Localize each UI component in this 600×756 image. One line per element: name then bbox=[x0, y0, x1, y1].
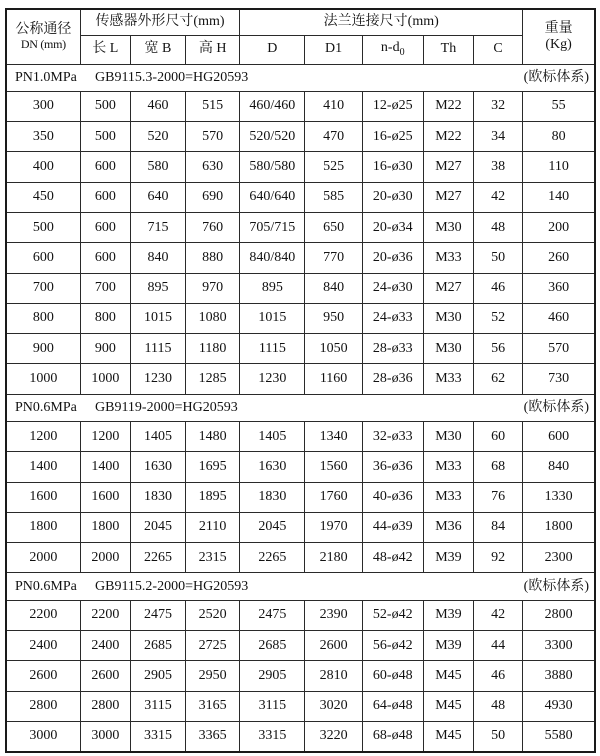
cell-width-b: 715 bbox=[130, 212, 185, 242]
table-row-dn-2400 bbox=[6, 631, 595, 661]
cell-d: 1115 bbox=[240, 334, 305, 364]
nd0-main: n-d bbox=[380, 40, 400, 56]
table-row-dn-500 bbox=[6, 212, 595, 242]
section-cell bbox=[6, 573, 595, 600]
cell-weight: 840 bbox=[523, 452, 595, 482]
weight-label-line1: 重量 bbox=[544, 20, 573, 36]
cell-width-b: 1115 bbox=[130, 334, 185, 364]
cell-n-d0: 20-ø30 bbox=[362, 182, 423, 212]
cell-length-l: 500 bbox=[80, 122, 130, 152]
cell-n-d0: 20-ø36 bbox=[362, 243, 423, 273]
cell-length-l: 2000 bbox=[80, 543, 130, 573]
cell-weight: 4930 bbox=[523, 691, 595, 721]
table-row-dn-350 bbox=[6, 122, 595, 152]
table-row-dn-2000 bbox=[6, 543, 595, 573]
cell-c: 42 bbox=[474, 182, 523, 212]
cell-d1: 1340 bbox=[305, 422, 362, 452]
cell-d: 520/520 bbox=[240, 122, 305, 152]
cell-d1: 1160 bbox=[305, 364, 362, 394]
col-header-height-h: 高 H bbox=[186, 35, 240, 64]
cell-th: M27 bbox=[423, 182, 473, 212]
cell-weight: 5580 bbox=[523, 721, 595, 752]
cell-th: M45 bbox=[423, 661, 473, 691]
col-header-d1: D1 bbox=[305, 35, 362, 64]
dn-label-line2: DN (mm) bbox=[20, 36, 66, 51]
cell-d1: 3220 bbox=[305, 721, 362, 752]
cell-width-b: 2265 bbox=[130, 543, 185, 573]
table-header bbox=[6, 9, 595, 64]
cell-n-d0: 24-ø33 bbox=[362, 303, 423, 333]
cell-dn: 700 bbox=[6, 273, 80, 303]
cell-d: 3315 bbox=[240, 721, 305, 752]
cell-dn: 800 bbox=[6, 303, 80, 333]
cell-c: 46 bbox=[474, 661, 523, 691]
cell-height-h: 2950 bbox=[186, 661, 240, 691]
cell-d: 1405 bbox=[240, 422, 305, 452]
cell-dn: 350 bbox=[6, 122, 80, 152]
cell-height-h: 880 bbox=[186, 243, 240, 273]
cell-c: 56 bbox=[474, 334, 523, 364]
table-row-dn-2600 bbox=[6, 661, 595, 691]
cell-d1: 470 bbox=[305, 122, 362, 152]
table-row-dn-2200 bbox=[6, 600, 595, 630]
cell-d1: 2390 bbox=[305, 600, 362, 630]
cell-weight: 460 bbox=[523, 303, 595, 333]
cell-width-b: 3315 bbox=[130, 721, 185, 752]
cell-width-b: 520 bbox=[130, 122, 185, 152]
cell-th: M33 bbox=[423, 243, 473, 273]
cell-d: 1630 bbox=[240, 452, 305, 482]
cell-width-b: 1630 bbox=[130, 452, 185, 482]
cell-dn: 900 bbox=[6, 334, 80, 364]
cell-d: 2265 bbox=[240, 543, 305, 573]
cell-width-b: 840 bbox=[130, 243, 185, 273]
standard-system-note: (欧标体系) bbox=[523, 399, 589, 415]
cell-n-d0: 32-ø33 bbox=[362, 422, 423, 452]
cell-weight: 360 bbox=[523, 273, 595, 303]
cell-length-l: 1000 bbox=[80, 364, 130, 394]
cell-width-b: 2045 bbox=[130, 512, 185, 542]
cell-dn: 600 bbox=[6, 243, 80, 273]
cell-n-d0: 68-ø48 bbox=[362, 721, 423, 752]
cell-d: 3115 bbox=[240, 691, 305, 721]
cell-c: 92 bbox=[474, 543, 523, 573]
cell-dn: 2000 bbox=[6, 543, 80, 573]
cell-weight: 2300 bbox=[523, 543, 595, 573]
cell-length-l: 2200 bbox=[80, 600, 130, 630]
cell-length-l: 1200 bbox=[80, 422, 130, 452]
cell-d1: 410 bbox=[305, 91, 362, 121]
cell-c: 46 bbox=[474, 273, 523, 303]
cell-dn: 300 bbox=[6, 91, 80, 121]
cell-dn: 3000 bbox=[6, 721, 80, 752]
cell-n-d0: 44-ø39 bbox=[362, 512, 423, 542]
table-row-dn-400 bbox=[6, 152, 595, 182]
cell-dn: 2800 bbox=[6, 691, 80, 721]
cell-th: M39 bbox=[423, 631, 473, 661]
cell-height-h: 1480 bbox=[186, 422, 240, 452]
cell-th: M27 bbox=[423, 152, 473, 182]
standard-reference-label: GB9119-2000=HG20593 bbox=[95, 399, 238, 415]
cell-dn: 1200 bbox=[6, 422, 80, 452]
cell-weight: 55 bbox=[523, 91, 595, 121]
cell-d: 895 bbox=[240, 273, 305, 303]
table-row-dn-2800 bbox=[6, 691, 595, 721]
cell-weight: 80 bbox=[523, 122, 595, 152]
cell-dn: 2400 bbox=[6, 631, 80, 661]
standard-reference-label: GB9115.3-2000=HG20593 bbox=[95, 69, 249, 85]
cell-length-l: 900 bbox=[80, 334, 130, 364]
cell-weight: 3880 bbox=[523, 661, 595, 691]
pressure-rating-label: PN1.0MPa bbox=[15, 69, 77, 85]
cell-d1: 3020 bbox=[305, 691, 362, 721]
cell-height-h: 1895 bbox=[186, 482, 240, 512]
cell-width-b: 1230 bbox=[130, 364, 185, 394]
cell-width-b: 460 bbox=[130, 91, 185, 121]
cell-d1: 1970 bbox=[305, 512, 362, 542]
cell-th: M30 bbox=[423, 212, 473, 242]
cell-dn: 1600 bbox=[6, 482, 80, 512]
cell-dn: 1800 bbox=[6, 512, 80, 542]
cell-weight: 730 bbox=[523, 364, 595, 394]
cell-d: 580/580 bbox=[240, 152, 305, 182]
cell-height-h: 630 bbox=[186, 152, 240, 182]
cell-c: 76 bbox=[474, 482, 523, 512]
cell-length-l: 1600 bbox=[80, 482, 130, 512]
table-row-dn-800 bbox=[6, 303, 595, 333]
col-header-length-l: 长 L bbox=[80, 35, 130, 64]
cell-height-h: 2110 bbox=[186, 512, 240, 542]
cell-weight: 140 bbox=[523, 182, 595, 212]
cell-th: M45 bbox=[423, 721, 473, 752]
col-header-d: D bbox=[240, 35, 305, 64]
cell-n-d0: 56-ø42 bbox=[362, 631, 423, 661]
cell-c: 84 bbox=[474, 512, 523, 542]
cell-d: 1015 bbox=[240, 303, 305, 333]
cell-dn: 2200 bbox=[6, 600, 80, 630]
cell-height-h: 515 bbox=[186, 91, 240, 121]
cell-c: 68 bbox=[474, 452, 523, 482]
col-header-th: Th bbox=[423, 35, 473, 64]
cell-height-h: 970 bbox=[186, 273, 240, 303]
cell-dn: 1400 bbox=[6, 452, 80, 482]
cell-d1: 1560 bbox=[305, 452, 362, 482]
cell-d: 640/640 bbox=[240, 182, 305, 212]
section-cell bbox=[6, 64, 595, 91]
cell-width-b: 1015 bbox=[130, 303, 185, 333]
dn-label-line1: 公称通径 bbox=[15, 21, 72, 37]
table-row-dn-1400 bbox=[6, 452, 595, 482]
cell-d1: 1050 bbox=[305, 334, 362, 364]
cell-th: M22 bbox=[423, 91, 473, 121]
cell-n-d0: 28-ø33 bbox=[362, 334, 423, 364]
cell-th: M27 bbox=[423, 273, 473, 303]
cell-th: M30 bbox=[423, 422, 473, 452]
pressure-rating-label: PN0.6MPa bbox=[15, 399, 77, 415]
cell-d: 840/840 bbox=[240, 243, 305, 273]
cell-d1: 585 bbox=[305, 182, 362, 212]
cell-th: M30 bbox=[423, 334, 473, 364]
cell-th: M36 bbox=[423, 512, 473, 542]
cell-height-h: 2725 bbox=[186, 631, 240, 661]
table-row-dn-1000 bbox=[6, 364, 595, 394]
cell-height-h: 760 bbox=[186, 212, 240, 242]
cell-th: M33 bbox=[423, 452, 473, 482]
col-header-width-b: 宽 B bbox=[130, 35, 185, 64]
table-row-dn-3000 bbox=[6, 721, 595, 752]
cell-width-b: 580 bbox=[130, 152, 185, 182]
table-row-dn-1600 bbox=[6, 482, 595, 512]
cell-length-l: 600 bbox=[80, 152, 130, 182]
col-header-n-d0 bbox=[362, 35, 423, 64]
cell-weight: 3300 bbox=[523, 631, 595, 661]
cell-d: 2905 bbox=[240, 661, 305, 691]
cell-c: 50 bbox=[474, 243, 523, 273]
cell-weight: 1330 bbox=[523, 482, 595, 512]
cell-length-l: 600 bbox=[80, 182, 130, 212]
cell-d1: 2810 bbox=[305, 661, 362, 691]
cell-d: 1230 bbox=[240, 364, 305, 394]
cell-c: 62 bbox=[474, 364, 523, 394]
cell-weight: 2800 bbox=[523, 600, 595, 630]
cell-n-d0: 36-ø36 bbox=[362, 452, 423, 482]
cell-c: 38 bbox=[474, 152, 523, 182]
header-row-columns bbox=[6, 35, 595, 64]
cell-length-l: 1400 bbox=[80, 452, 130, 482]
cell-height-h: 1080 bbox=[186, 303, 240, 333]
cell-n-d0: 52-ø42 bbox=[362, 600, 423, 630]
cell-c: 50 bbox=[474, 721, 523, 752]
group-header-sensor-dimensions: 传感器外形尺寸(mm) bbox=[80, 9, 240, 35]
cell-d1: 770 bbox=[305, 243, 362, 273]
cell-length-l: 2600 bbox=[80, 661, 130, 691]
cell-width-b: 2905 bbox=[130, 661, 185, 691]
cell-dn: 450 bbox=[6, 182, 80, 212]
cell-n-d0: 48-ø42 bbox=[362, 543, 423, 573]
cell-width-b: 895 bbox=[130, 273, 185, 303]
cell-n-d0: 24-ø30 bbox=[362, 273, 423, 303]
cell-n-d0: 16-ø30 bbox=[362, 152, 423, 182]
col-header-weight bbox=[523, 9, 595, 64]
cell-height-h: 1285 bbox=[186, 364, 240, 394]
cell-n-d0: 12-ø25 bbox=[362, 91, 423, 121]
col-header-c: C bbox=[474, 35, 523, 64]
table-body bbox=[6, 64, 595, 752]
standard-reference-label: GB9115.2-2000=HG20593 bbox=[95, 578, 249, 594]
cell-height-h: 3165 bbox=[186, 691, 240, 721]
cell-c: 48 bbox=[474, 212, 523, 242]
cell-length-l: 500 bbox=[80, 91, 130, 121]
cell-d1: 2600 bbox=[305, 631, 362, 661]
cell-length-l: 800 bbox=[80, 303, 130, 333]
cell-length-l: 600 bbox=[80, 243, 130, 273]
section-cell bbox=[6, 394, 595, 421]
cell-th: M39 bbox=[423, 600, 473, 630]
cell-height-h: 3365 bbox=[186, 721, 240, 752]
cell-th: M45 bbox=[423, 691, 473, 721]
cell-weight: 110 bbox=[523, 152, 595, 182]
cell-c: 44 bbox=[474, 631, 523, 661]
section-row-pn1.0mpa bbox=[6, 64, 595, 91]
table-row-dn-700 bbox=[6, 273, 595, 303]
cell-d1: 840 bbox=[305, 273, 362, 303]
cell-c: 52 bbox=[474, 303, 523, 333]
cell-weight: 260 bbox=[523, 243, 595, 273]
cell-weight: 600 bbox=[523, 422, 595, 452]
cell-d1: 2180 bbox=[305, 543, 362, 573]
cell-n-d0: 16-ø25 bbox=[362, 122, 423, 152]
cell-n-d0: 20-ø34 bbox=[362, 212, 423, 242]
cell-d: 2475 bbox=[240, 600, 305, 630]
cell-height-h: 1695 bbox=[186, 452, 240, 482]
cell-n-d0: 60-ø48 bbox=[362, 661, 423, 691]
cell-width-b: 640 bbox=[130, 182, 185, 212]
cell-c: 48 bbox=[474, 691, 523, 721]
header-row-groups bbox=[6, 9, 595, 35]
cell-length-l: 3000 bbox=[80, 721, 130, 752]
cell-height-h: 570 bbox=[186, 122, 240, 152]
cell-weight: 570 bbox=[523, 334, 595, 364]
cell-width-b: 1405 bbox=[130, 422, 185, 452]
cell-length-l: 2400 bbox=[80, 631, 130, 661]
cell-th: M22 bbox=[423, 122, 473, 152]
table-row-dn-1800 bbox=[6, 512, 595, 542]
cell-width-b: 1830 bbox=[130, 482, 185, 512]
cell-length-l: 1800 bbox=[80, 512, 130, 542]
weight-label-line2: (Kg) bbox=[545, 36, 572, 52]
table-row-dn-600 bbox=[6, 243, 595, 273]
table-row-dn-1200 bbox=[6, 422, 595, 452]
cell-n-d0: 28-ø36 bbox=[362, 364, 423, 394]
cell-d1: 950 bbox=[305, 303, 362, 333]
table-row-dn-300 bbox=[6, 91, 595, 121]
cell-c: 42 bbox=[474, 600, 523, 630]
dimension-spec-table bbox=[5, 8, 596, 753]
pressure-rating-label: PN0.6MPa bbox=[15, 578, 77, 594]
section-row-pn0.6mpa bbox=[6, 573, 595, 600]
cell-width-b: 2475 bbox=[130, 600, 185, 630]
cell-c: 34 bbox=[474, 122, 523, 152]
group-header-flange-dimensions: 法兰连接尺寸(mm) bbox=[240, 9, 523, 35]
cell-th: M33 bbox=[423, 482, 473, 512]
cell-weight: 1800 bbox=[523, 512, 595, 542]
cell-n-d0: 64-ø48 bbox=[362, 691, 423, 721]
cell-length-l: 2800 bbox=[80, 691, 130, 721]
cell-d1: 650 bbox=[305, 212, 362, 242]
cell-width-b: 2685 bbox=[130, 631, 185, 661]
cell-height-h: 1180 bbox=[186, 334, 240, 364]
cell-length-l: 600 bbox=[80, 212, 130, 242]
cell-dn: 400 bbox=[6, 152, 80, 182]
cell-d: 2045 bbox=[240, 512, 305, 542]
section-row-pn0.6mpa bbox=[6, 394, 595, 421]
cell-th: M33 bbox=[423, 364, 473, 394]
cell-height-h: 2315 bbox=[186, 543, 240, 573]
cell-length-l: 700 bbox=[80, 273, 130, 303]
cell-d: 1830 bbox=[240, 482, 305, 512]
cell-d1: 1760 bbox=[305, 482, 362, 512]
cell-th: M30 bbox=[423, 303, 473, 333]
table-row-dn-450 bbox=[6, 182, 595, 212]
cell-n-d0: 40-ø36 bbox=[362, 482, 423, 512]
cell-dn: 1000 bbox=[6, 364, 80, 394]
cell-dn: 2600 bbox=[6, 661, 80, 691]
cell-d: 2685 bbox=[240, 631, 305, 661]
nd0-subscript: 0 bbox=[399, 47, 405, 59]
cell-height-h: 2520 bbox=[186, 600, 240, 630]
cell-d1: 525 bbox=[305, 152, 362, 182]
cell-weight: 200 bbox=[523, 212, 595, 242]
cell-c: 32 bbox=[474, 91, 523, 121]
cell-d: 460/460 bbox=[240, 91, 305, 121]
col-header-dn bbox=[6, 9, 80, 64]
table-row-dn-900 bbox=[6, 334, 595, 364]
cell-dn: 500 bbox=[6, 212, 80, 242]
standard-system-note: (欧标体系) bbox=[523, 578, 589, 594]
cell-height-h: 690 bbox=[186, 182, 240, 212]
cell-d: 705/715 bbox=[240, 212, 305, 242]
cell-c: 60 bbox=[474, 422, 523, 452]
cell-width-b: 3115 bbox=[130, 691, 185, 721]
standard-system-note: (欧标体系) bbox=[523, 69, 589, 85]
cell-th: M39 bbox=[423, 543, 473, 573]
